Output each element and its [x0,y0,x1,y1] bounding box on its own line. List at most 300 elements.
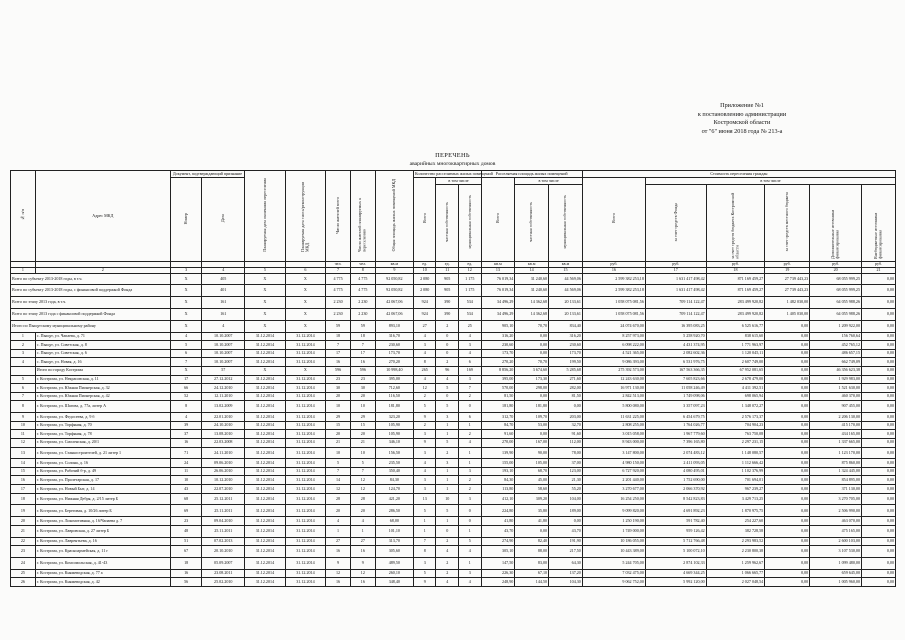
row-cell: 31.12.2014 [285,467,326,476]
row-address: с. Пыщуг, ул. Чапаева, д. 71 [35,332,170,341]
row-cell: 16 [170,438,202,447]
header-cost-fund: за счет средств Фонда [645,185,706,262]
row-cell: 31.12.2014 [245,525,286,537]
row-cell: 91,60 [549,430,583,439]
summary-cell: Х [245,285,286,297]
header-cost-local: за счет средств местного бюджета [765,185,810,262]
row-cell: 84,70 [481,421,515,430]
summary-row [11,308,896,320]
summary-cell: Х [170,320,202,332]
row-cell: 5 [436,401,459,413]
summary-row [11,297,896,309]
header-area-in-number: в том числе [515,178,583,185]
row-cell: 1 005 960,00 [810,578,862,587]
row-cell: 5 [170,341,202,350]
summary-cell: 534 [459,297,482,309]
row-number: 21 [11,525,36,537]
row-cell: 29 [350,413,375,422]
summary-cell: Х [170,297,202,309]
row-cell: 20 [350,505,375,517]
row-cell: 3 015 058,00 [582,430,645,439]
summary-cell: Х [170,308,202,320]
row-cell: 31.12.2014 [285,493,326,505]
row-cell: 6 [459,413,482,422]
row-cell: 10 [436,493,459,505]
row-cell: 31.12.2014 [285,438,326,447]
table-row [11,459,896,468]
row-cell: 20 [350,392,375,401]
row-cell: 18 [326,332,351,341]
row-cell: 1 [350,525,375,537]
row-cell: 3 270 705,00 [810,493,862,505]
row-cell: 20.10.2010 [202,546,245,558]
row-cell: 0,00 [862,578,896,587]
row-cell: 1 [459,525,482,537]
row-cell: 0,00 [549,517,583,526]
row-cell: 1 324 445,00 [810,467,862,476]
row-cell: 5 [350,459,375,468]
row-cell: 4 [413,332,436,341]
row-cell: 1 [459,447,482,459]
table-row [11,358,896,367]
row-cell: 0,00 [765,459,810,468]
row-cell: 712,60 [375,384,413,393]
summary-cell: 34 496,29 [481,297,515,309]
column-number-cell: 12 [459,267,482,273]
row-cell: 8 856,20 [481,366,515,375]
summary-cell: Х [245,273,286,285]
row-cell: 104,30 [549,578,583,587]
row-cell: 105,90 [375,421,413,430]
row-cell: 31.12.2014 [285,358,326,367]
row-cell: 395,00 [481,375,515,384]
row-cell: 2 [436,569,459,578]
row-cell: 3 [413,485,436,494]
row-cell: 0,00 [765,485,810,494]
summary-cell: 42 067,06 [375,297,413,309]
row-cell: 0,00 [765,332,810,341]
row-cell: 0,00 [862,366,896,375]
row-cell: 4 521 365,00 [582,349,645,358]
row-cell: 31.12.2014 [285,505,326,517]
row-cell: 16 [326,578,351,587]
row-cell: 1 967 779,60 [645,430,706,439]
row-cell: 4 [459,332,482,341]
row-cell: 4 [326,517,351,526]
row-cell: 421,20 [375,493,413,505]
row-cell: 147,50 [481,558,515,570]
table-row [11,438,896,447]
row-cell: 31.12.2014 [285,578,326,587]
row-cell: 15 [350,421,375,430]
row-number: 14 [11,459,36,468]
row-cell: 596 [326,366,351,375]
row-cell: 181,80 [481,401,515,413]
row-cell: 2 [459,476,482,485]
row-cell: 28 [326,493,351,505]
row-address: г. Кострома, ул. Княжеводская, д. 77 а [35,569,170,578]
row-cell: 24.10.2010 [202,421,245,430]
row-cell: 3 [413,341,436,350]
header-address: Адрес МКД [35,171,170,262]
table-row [11,341,896,350]
row-cell: 0,00 [765,341,810,350]
row-cell: 16 [350,546,375,558]
row-cell: 41,80 [481,517,515,526]
row-cell: 2 066 370,92 [645,485,706,494]
row-cell: 701 694,01 [706,476,765,485]
row-cell: 68,70 [515,467,549,476]
row-cell: 91,60 [481,430,515,439]
table-row [11,421,896,430]
row-cell: 12 [326,485,351,494]
row-cell: 3 107 530,00 [810,546,862,558]
summary-cell: 2 230 [326,308,351,320]
row-cell: 67 952 081,65 [706,366,765,375]
row-cell: 173,30 [515,375,549,384]
row-cell: 2 293 983,52 [706,537,765,546]
row-cell: 104,00 [549,493,583,505]
row-cell: 7 [326,467,351,476]
column-number-cell: 2 [35,267,170,273]
table-row [11,578,896,587]
table-row [11,401,896,413]
row-address: г. Кострома, ул. Береговая, д. 10/26 литер Б [35,505,170,517]
row-cell: 10 [170,476,202,485]
row-cell: 395,00 [375,375,413,384]
table-row [11,476,896,485]
summary-cell: 2 599 382 253,18 [582,285,645,297]
row-cell: 31.12.2014 [245,375,286,384]
row-cell: 1 749 098,06 [645,392,706,401]
row-cell: 6 098 222,00 [582,341,645,350]
summary-cell: 4 775 [350,273,375,285]
row-cell: 45,00 [515,476,549,485]
unit-cell: ед. [459,261,482,267]
row-cell: 265 [413,366,436,375]
row-cell: 5 100 072,10 [645,546,706,558]
table-row [11,392,896,401]
row-cell: 18 [170,558,202,570]
row-cell: 31.12.2014 [245,358,286,367]
row-cell: 20 [326,505,351,517]
row-cell: 226,30 [481,569,515,578]
summary-cell: Х [285,320,326,332]
row-cell: 1 [436,421,459,430]
summary-cell: 871 169 459,27 [706,285,765,297]
row-cell: 2 082 602,36 [645,349,706,358]
row-address: Итого по городу Кострома [35,366,170,375]
row-cell: 1 749 000,00 [582,525,645,537]
row-cell: 5 712 766,48 [645,537,706,546]
row-cell: 3 [459,467,482,476]
row-cell: 1 870 975,75 [706,505,765,517]
row-cell: 6 [459,358,482,367]
row-address: г. Кострома, ул. Шагова, д. 77а, литер А [35,401,170,413]
row-cell: 10.10.2007 [202,358,245,367]
table-row [11,384,896,393]
row-cell: Х [170,366,202,375]
row-cell: 286,50 [375,505,413,517]
header-doc-group: Документ, подтверждающий признание [170,171,244,178]
summary-cell: Х [285,273,326,285]
summary-label: Всего по этапу 2013 года, в т.ч. [11,297,171,309]
summary-cell: Х [170,285,202,297]
row-cell: 224,80 [481,505,515,517]
row-cell: 13 [413,493,436,505]
table-row [11,447,896,459]
summary-cell: Х [285,285,326,297]
summary-cell: 68 055 999,25 [810,273,862,285]
row-cell: 1 [436,517,459,526]
row-number [11,366,36,375]
row-cell: 12 [350,485,375,494]
row-cell: 0,00 [862,375,896,384]
row-cell: 31.12.2014 [245,537,286,546]
row-cell: 10 [350,447,375,459]
row-cell: 41,80 [515,517,549,526]
row-cell: 2 [436,537,459,546]
summary-cell: 905 [436,273,459,285]
row-cell: 10.10.2007 [202,332,245,341]
row-cell: 1 123 170,00 [810,447,862,459]
row-cell: 10.10.2007 [202,341,245,350]
row-cell: 323,20 [375,413,413,422]
row-cell: 31.12.2014 [245,438,286,447]
header-cost-extra2: Внебюджетные источники финансирования [862,185,896,262]
row-cell: 298,00 [515,384,549,393]
row-cell: Х [285,366,326,375]
row-cell: 1 259 962,67 [706,558,765,570]
table-row [11,546,896,558]
row-address: г. Кострома, ул. Торфяная, д. 78 [35,430,170,439]
row-cell: 31.12.2014 [245,517,286,526]
summary-cell: 834,40 [549,320,583,332]
row-cell: 313,70 [375,537,413,546]
row-cell: 2 027 048,54 [706,578,765,587]
row-cell: 4 [459,438,482,447]
row-cell: 31.12.2014 [285,459,326,468]
row-cell: 10 [350,401,375,413]
row-cell: 2 874 102,33 [645,558,706,570]
row-cell: 82,40 [515,537,549,546]
row-number: 6 [11,384,36,393]
row-cell: 31.12.2014 [245,569,286,578]
summary-cell: 25 [459,320,482,332]
summary-cell: 14 362,68 [515,297,549,309]
row-cell: 4 411 392,51 [706,384,765,393]
table-row [11,558,896,570]
row-cell: 123,00 [549,467,583,476]
summary-cell: 31 240,60 [515,273,549,285]
row-cell: 43,70 [481,525,515,537]
summary-cell: 4 775 [326,285,351,297]
row-cell: 0,00 [765,505,810,517]
summary-cell: 68 055 999,25 [810,285,862,297]
row-cell: 0,00 [862,341,896,350]
header-rooms-in-number: в том числе [436,178,481,185]
row-address: г. Кострома, ул. Княжеводская, д. 42 [35,578,170,587]
row-cell: 3 147 800,00 [582,447,645,459]
summary-cell: 2 230 [350,297,375,309]
row-address: г. Кострома, ул. Красноармейская, д. 11 г [35,546,170,558]
row-cell: 30 [326,384,351,393]
row-cell: 11 [170,467,202,476]
summary-cell: 1 175 [459,273,482,285]
row-cell: 6 531 976,75 [645,358,706,367]
summary-cell: 871 169 459,27 [706,273,765,285]
summary-cell: Х [245,320,286,332]
summary-cell: 905,10 [481,320,515,332]
summary-cell: 31 240,60 [515,285,549,297]
row-cell: 20 [350,430,375,439]
row-cell: 71 [170,447,202,459]
row-cell: 0,00 [765,430,810,439]
row-address: г. Кострома, ул. Федосеева, д. 9 б [35,413,170,422]
row-cell: 173,70 [549,349,583,358]
row-cell: 452 765,12 [810,341,862,350]
row-cell: 305,10 [481,546,515,558]
row-cell: 48 [170,525,202,537]
summary-cell: 20 133,61 [549,308,583,320]
column-number-cell: 11 [436,267,459,273]
row-cell: 173,70 [481,349,515,358]
document-subtitle: аварийных многоквартирных домов [409,161,496,167]
summary-cell: 401 [202,285,245,297]
row-address: с. Пыщуг, ул. Новая, д. 16 [35,358,170,367]
row-cell: 312,70 [481,413,515,422]
row-cell: 763 750,08 [706,430,765,439]
row-cell: 0,00 [862,485,896,494]
row-number: 16 [11,476,36,485]
row-cell: 316,20 [549,332,583,341]
summary-label: Всего по субъекту 2013-2018 годы, с финансовой поддержкой Фонда [11,285,171,297]
row-number: 19 [11,505,36,517]
row-cell: 0,00 [515,349,549,358]
row-address: с. Пыщуг, ул. Советская, д. 6 [35,349,170,358]
row-cell: 5 800 080,00 [582,401,645,413]
summary-cell: 390 [436,308,459,320]
row-cell: 4 080 495,01 [645,467,706,476]
row-cell: 2 [436,447,459,459]
row-cell: 348,40 [375,578,413,587]
summary-cell: 924 [413,308,436,320]
row-cell: 31.12.2014 [285,517,326,526]
row-cell: 16 [326,546,351,558]
row-cell: 270,20 [481,358,515,367]
row-cell: 27.12.2012 [202,375,245,384]
row-cell: 13.08.2010 [202,430,245,439]
row-cell: 90,00 [515,447,549,459]
summary-cell: 76 019,34 [481,285,515,297]
row-cell: 10 186 055,00 [582,537,645,546]
row-cell: 05.09.2007 [202,558,245,570]
row-cell: 434 165,00 [810,430,862,439]
row-cell: 4 [413,467,436,476]
row-cell: 25.02.2010 [202,578,245,587]
row-cell: 2 230 800,38 [706,546,765,558]
row-cell: 346,10 [375,438,413,447]
summary-cell: 709 114 122,47 [645,297,706,309]
row-cell: 0,00 [765,558,810,570]
summary-cell: 4 [202,320,245,332]
row-cell: 854 895,00 [810,476,862,485]
row-number: 12 [11,438,36,447]
row-cell: 2 [413,392,436,401]
unit-cell: кв.м [549,261,583,267]
table-row [11,485,896,494]
summary-cell: 34 496,29 [481,308,515,320]
summary-cell: 1 058 075 081,56 [582,308,645,320]
row-cell: 1 066 665,77 [706,569,765,578]
row-cell: 113,80 [481,485,515,494]
row-cell: 9 [413,578,436,587]
row-cell: 35,80 [515,505,549,517]
row-address: г. Кострома, ул. Смоленская, д. 20/1 [35,438,170,447]
row-cell: 5 [413,569,436,578]
row-cell: 20 [326,392,351,401]
summary-cell: 2 080 [413,285,436,297]
row-address: г. Кострома, ул. Станкостроителей, д. 21 литер 1 [35,447,170,459]
row-cell: 27 [350,537,375,546]
row-cell: 83,00 [515,558,549,570]
row-number: 5 [11,375,36,384]
column-number-cell: 20 [810,267,862,273]
table-row [11,537,896,546]
table-row [11,413,896,422]
table-row [11,349,896,358]
row-number: 1 [11,332,36,341]
row-cell: 3 [436,459,459,468]
row-cell: 0,00 [765,421,810,430]
row-cell: 31.12.2014 [245,392,286,401]
row-cell: 4 [436,546,459,558]
row-cell: 88,00 [515,546,549,558]
row-cell: 5 [436,438,459,447]
summary-cell: 27 739 443,23 [765,285,810,297]
row-cell: 20 [326,430,351,439]
header-planned-demolish: Планируемая дата сноса/реконструкции МКД [285,171,326,262]
row-cell: Х [245,366,286,375]
appendix-line-3: Костромской области [713,119,771,127]
row-cell: 167,00 [515,438,549,447]
row-cell: 4 980 150,00 [582,459,645,468]
row-number: 13 [11,447,36,459]
row-cell: 838 615,60 [706,332,765,341]
row-cell: 167 563 366,35 [645,366,706,375]
row-cell: 31.12.2014 [245,349,286,358]
summary-cell: 70,70 [515,320,549,332]
row-cell: 31.12.2014 [285,525,326,537]
unit-cell: чел. [326,261,351,267]
row-cell: 5 [413,505,436,517]
summary-cell: 534 [459,308,482,320]
row-cell: 10.10.2007 [202,349,245,358]
row-cell: 570,00 [481,384,515,393]
row-cell: 5 258 920,70 [645,332,706,341]
row-cell: 0,00 [862,569,896,578]
summary-cell: 14 362,68 [515,308,549,320]
row-cell: 0,00 [765,525,810,537]
row-cell: 5 285,68 [549,366,583,375]
row-cell: 2 [459,392,482,401]
row-cell: 0,00 [862,537,896,546]
row-cell: 11 058 246,49 [645,384,706,393]
row-cell: 189,00 [549,505,583,517]
row-cell: 967 239,27 [706,485,765,494]
row-cell: 309,20 [515,493,549,505]
row-cell: 316,70 [375,332,413,341]
